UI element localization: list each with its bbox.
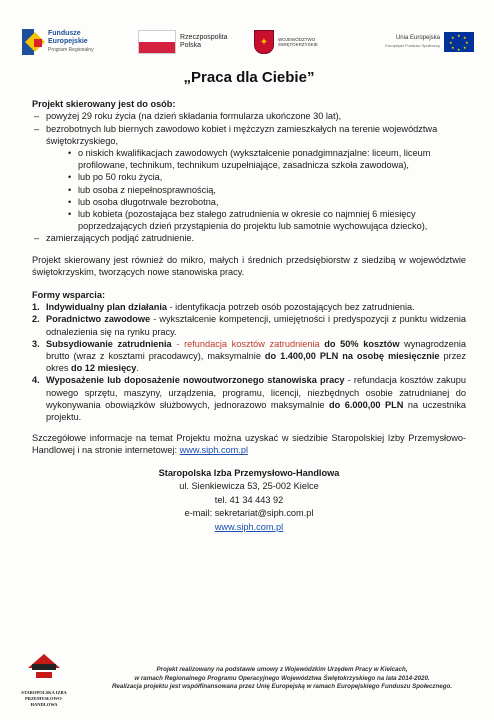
footer-note: Projekt realizowany na podstawie umowy z Wojewódzkim Urzędem Pracy w Kielcach, w ramach Regionalnego Programu Operacyjnego Województwa Świętokrzyskiego na lata 2014-2020. Realizacja projektu jest współfinansowana przez Unię Europejską w ramach Europejskiego Funduszu Społecznego. [111, 666, 453, 691]
coat-of-arms-icon: ✦ [254, 30, 274, 54]
phone: tel. 41 34 443 92 [214, 494, 284, 505]
info-paragraph: Szczegółowe informacje na temat Projektu można uzyskać w siedzibie Staropolskiej Izby Przemysłowo-Handlowej i na stronie internetowej: www.siph.com.pl [32, 433, 466, 456]
pl-name: Rzeczpospolita Polska [180, 34, 228, 49]
ue-name: Unia Europejska [395, 35, 440, 41]
sub-list-item: • lub osoba z niepełnosprawnością, [66, 184, 466, 196]
org-name: Staropolska Izba Przemysłowo-Handlowa [158, 467, 340, 478]
forms-heading: Formy wsparcia: [32, 290, 106, 301]
target-heading: Projekt skierowany jest do osób: [32, 99, 176, 110]
siph-logo-text: STAROPOLSKA IZBA PRZEMYSŁOWO-HANDLOWA [21, 690, 67, 707]
list-item: – powyżej 29 roku życia (na dzień składania formularza ukończone 30 lat), [32, 110, 466, 122]
sub-list [46, 147, 466, 232]
list-item: – zamierzających podjąć zatrudnienie. [32, 232, 466, 244]
email[interactable]: e-mail: sekretariat@siph.com.pl [184, 508, 314, 519]
sub-list-item: • lub osoba długotrwale bezrobotna, [66, 196, 466, 208]
list-item: 1. Indywidualny plan działania - identyfikacja potrzeb osób pozostających bez zatrudnienia. [32, 302, 415, 313]
forms-list [32, 301, 466, 423]
sw-name: WOJEWÓDZTWO ŚWIĘTOKRZYSKIE [278, 37, 318, 47]
list-item: 3. Subsydiowanie zatrudnienia - refundacja kosztów zatrudnienia do 50% kosztów wynagrodzenia brutto (wraz z kosztami pracodawcy), maksymalnie do 1.400,00 PLN na osobę miesięcznie przez okres do 12 miesięcy. [32, 338, 466, 374]
website-link[interactable]: www.siph.com.pl [214, 521, 284, 532]
page-title: „Praca dla Ciebie” [183, 69, 315, 86]
siph-logo [14, 654, 74, 710]
swietokrzyskie-logo [254, 24, 322, 60]
header-logos [22, 24, 474, 60]
siph-mark-icon [28, 654, 60, 682]
rzeczpospolita-logo [138, 24, 232, 60]
target-list [32, 110, 466, 244]
eu-flag-icon: ★ ★ ★ ★ ★ ★ ★ ★ [444, 32, 474, 52]
list-item: 2. Poradnictwo zawodowe - wykształcenie kompetencji, umiejętności i predyspozycji z punktu widzenia odnalezienia się na rynku pracy. [32, 314, 467, 337]
list-item: – bezrobotnych lub biernych zawodowo kobiet i mężczyzn zamieszkałych na terenie województwa świętokrzyskiego, • o niskich kwalifikacjach zawodowych (wykształcenie ponadgimnazjalne: liceum, liceum profilowane, technikum, technikum uzupełniające, zasadnicza szkoła zawodowa), • lub po 50 roku życia, • lub osoba z niepełnosprawnością, • lub osoba długotrwale bezrobotna, • lub kobieta (pozostająca bez stałego zatrudnienia w okresie co najmniej 6 miesięcy poprzedzających dzień przystąpienia do projektu lub samotnie wychowująca dziecko), [32, 123, 466, 233]
sub-list-item: • o niskich kwalifikacjach zawodowych (wykształcenie ponadgimnazjalne: liceum, liceum profilowane, technikum, technikum uzupełniające, zasadnicza szkoła zawodowa), [66, 147, 466, 171]
contact-block [32, 467, 466, 535]
address: ul. Sienkiewicza 53, 25-002 Kielce [179, 481, 319, 492]
sub-list-item: • lub kobieta (pozostająca bez stałego zatrudnienia w okresie co najmniej 6 miesięcy poprzedzających dzień przystąpienia do projektu lub samotnie wychowująca dziecko), [66, 208, 466, 232]
fundusze-europejskie-logo [22, 24, 108, 60]
website-link[interactable]: www.siph.com.pl [179, 445, 249, 456]
fe-subtitle: Program Regionalny [48, 47, 94, 53]
leaflet-content [32, 62, 466, 534]
ue-subtitle: Europejski Fundusz Społeczny [385, 43, 440, 48]
enterprise-paragraph: Projekt skierowany jest również do mikro, małych i średnich przedsiębiorstw z siedzibą w województwie świętokrzyskim, tworzących nowe stanowiska pracy. [32, 254, 466, 277]
polish-flag-icon [138, 30, 176, 54]
sub-list-item: • lub po 50 roku życia, [66, 171, 466, 183]
unia-europejska-logo [366, 24, 474, 60]
fe-title: Fundusze Europejskie [48, 30, 88, 45]
list-item: 4. Wyposażenie lub doposażenie nowoutworzonego stanowiska pracy - refundacja kosztów zakupu nowego sprzętu, maszyny, urządzenia, programu, licencji, niezbędnych osobie zatrudnianej do wykonywania obowiązków służbowych, jednorazowo maksymalnie do 6.000,00 PLN na uczestnika projektu. [32, 375, 467, 423]
fe-mark-icon [22, 29, 44, 55]
